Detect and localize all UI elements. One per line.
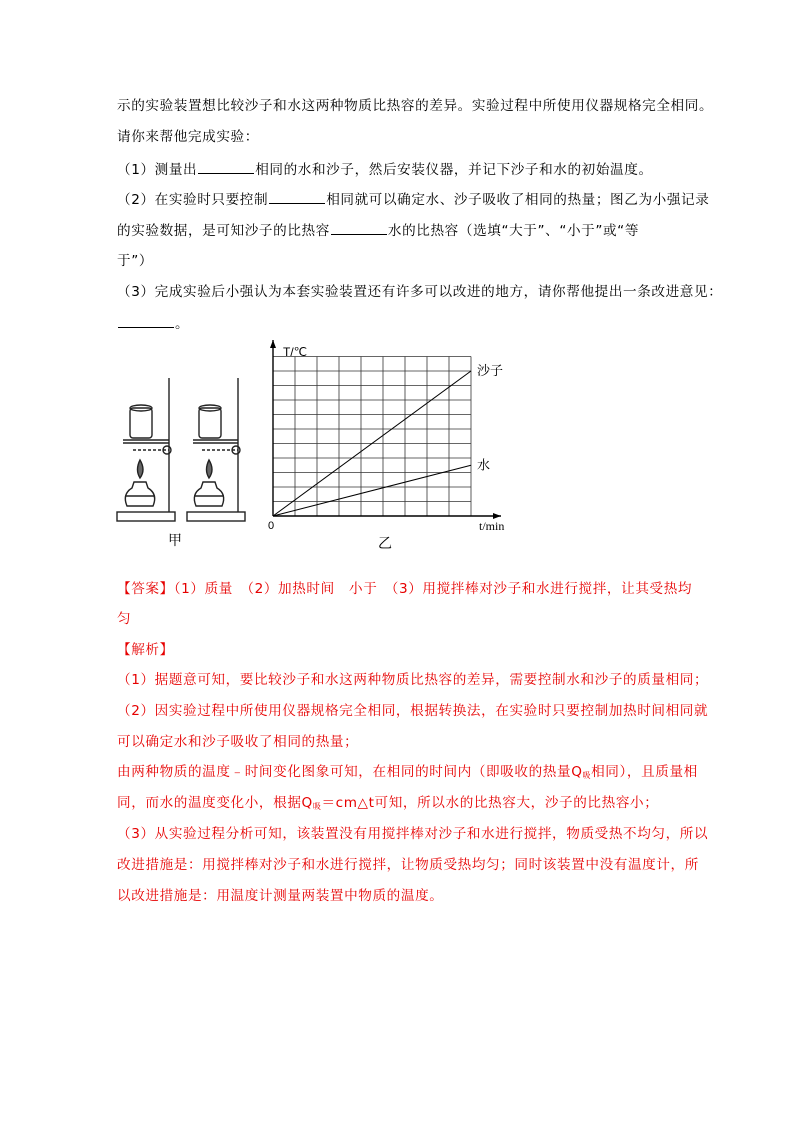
analysis-line-3: 可以确定水和沙子吸收了相同的热量；	[117, 734, 359, 750]
question-3: （3）完成实验后小强认为本套实验装置还有许多可以改进的地方，请你帮他提出一条改进意见：	[117, 284, 723, 300]
origin-label: 0	[268, 520, 275, 532]
analysis-line-4-a: 由两种物质的温度﹣时间变化图象可知，在相同的时间内（即吸收的热量Q	[117, 764, 583, 780]
analysis-line-5-a: 同，而水的温度变化小，根据Q	[117, 795, 313, 811]
question-2-end: 于”）	[117, 253, 154, 269]
analysis-line-1: （1）据题意可知，要比较沙子和水这两种物质比热容的差异，需要控制水和沙子的质量相同；	[117, 672, 709, 688]
series-label-1: 水	[477, 458, 491, 474]
answer-text: （1）质量 （2）加热时间 小于 （3）用搅拌棒对沙子和水进行搅拌，让其受热均	[173, 581, 693, 597]
chart-label: 乙	[378, 536, 392, 552]
beaker-left	[130, 408, 152, 438]
answer-blank	[198, 159, 254, 174]
flame-right	[207, 460, 213, 478]
analysis-line-5	[117, 793, 658, 817]
stand-base-left	[117, 512, 175, 521]
question-2-cont	[117, 220, 639, 241]
question-3-end: 。	[175, 316, 190, 332]
burner-right	[194, 482, 223, 506]
answer-tag: 【答案】	[117, 581, 174, 597]
question-line-1: 示的实验装置想比较沙子和水这两种物质比热容的差异。实验过程中所使用仪器规格完全相同。	[117, 98, 714, 114]
question-2	[117, 189, 709, 210]
analysis-line-6: （3）从实验过程分析可知，该装置没有用搅拌棒对沙子和水进行搅拌，物质受热不均匀，所以	[117, 826, 709, 842]
analysis-line-2: （2）因实验过程中所使用仪器规格完全相同，根据转换法，在实验时只要控制加热时间相同就	[117, 703, 709, 719]
question-2-text-b: 相同就可以确定水、沙子吸收了相同的热量；图乙为小强记录	[326, 192, 710, 208]
subscript: 吸	[582, 771, 592, 780]
y-axis-label: T/℃	[283, 345, 308, 359]
series-label-0: 沙子	[477, 364, 504, 379]
analysis-line-8: 以改进措施是：用温度计测量两装置中物质的温度。	[117, 888, 444, 904]
answer-blank	[118, 313, 174, 328]
answer-blank	[331, 220, 387, 235]
question-2-text-a: （2）在实验时只要控制	[117, 192, 269, 208]
analysis-line-5-b: ＝cm△t可知，所以水的比热容大，沙子的比热容小；	[321, 795, 659, 811]
beaker-right	[199, 408, 221, 438]
question-line-2: 请你来帮他完成实验：	[117, 129, 259, 145]
question-3-blank-line	[117, 313, 189, 334]
analysis-line-4	[117, 762, 698, 786]
answer-line-1	[117, 579, 692, 599]
analysis-line-4-b: 相同），且质量相	[591, 764, 698, 780]
question-1-text-a: （1）测量出	[117, 162, 198, 178]
answer-line-2: 匀	[117, 611, 132, 627]
question-1-text-b: 相同的水和沙子，然后安装仪器，并记下沙子和水的初始温度。	[255, 162, 653, 178]
subscript: 吸	[312, 802, 322, 811]
y-axis-arrow	[270, 340, 276, 348]
analysis-tag: 【解析】	[117, 642, 174, 658]
question-2-text-d: 水的比热容（选填“大于”、“小于”或“等	[387, 223, 640, 239]
question-1	[117, 159, 653, 180]
apparatus-label: 甲	[168, 533, 182, 549]
flame-left	[138, 460, 144, 478]
answer-blank	[269, 189, 325, 204]
figure	[113, 338, 533, 553]
question-2-text-c: 的实验数据，是可知沙子的比热容	[117, 223, 330, 239]
x-axis-label: t/min	[479, 519, 505, 533]
temperature-time-chart	[253, 338, 543, 538]
burner-left	[125, 482, 154, 506]
stand-base-right	[187, 512, 245, 521]
analysis-line-7: 改进措施是：用搅拌棒对沙子和水进行搅拌，让物质受热均匀；同时该装置中没有温度计，所	[117, 857, 699, 873]
